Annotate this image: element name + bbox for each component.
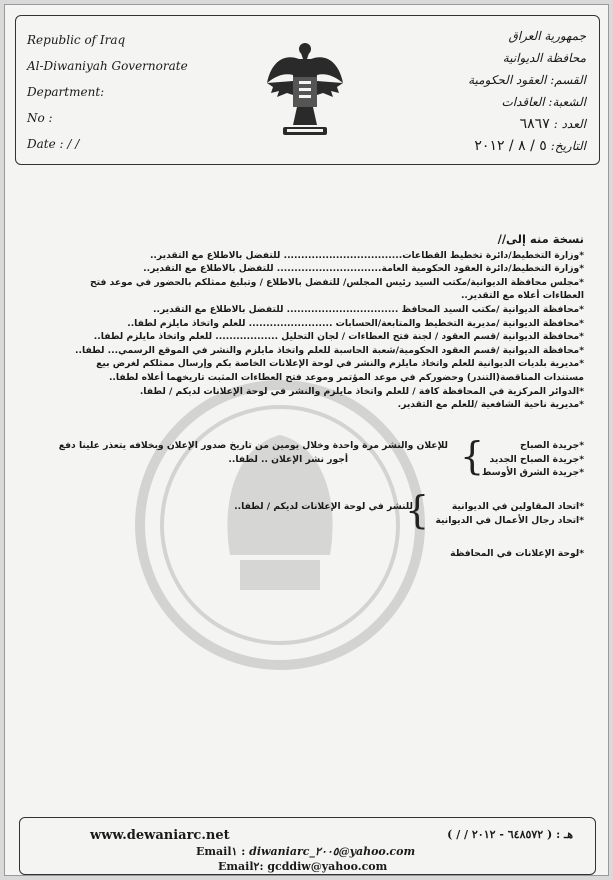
union-list xyxy=(435,500,584,527)
department-ar: القسم: العقود الحكومية xyxy=(468,73,586,87)
list-item: *مديرية بلديات الديوانية للعلم واتخاذ مايلزم والنشر في لوحة الإعلانات الخاصة بكم وإرسال ممثلكم لغرض بيع xyxy=(96,358,584,370)
document-page xyxy=(4,4,609,876)
letterhead-english xyxy=(27,27,188,157)
union-item: *اتحاد رجال الأعمال في الديوانية xyxy=(435,514,584,526)
section-ar: الشعبة: العاقدات xyxy=(501,95,586,109)
list-item: *محافظة الديوانية /قسم العقود الحكومية/شعبة الحاسبة للعلم واتخاذ مايلزم والنشر في الموقع الرسمي... لطفا.. xyxy=(75,344,584,356)
newspaper-note-line: للإعلان والنشر مرة واحدة وخلال يومين من تاريخ صدور الإعلان وبخلافه يتعذر علينا دفع xyxy=(58,440,448,451)
copy-to-heading: نسخة منه إلى// xyxy=(497,232,584,246)
newspaper-list xyxy=(482,439,584,480)
footer-frame xyxy=(19,817,596,875)
list-item: *وزارة التخطيط/دائرة تخطيط القطاعات.................................. للتفضل بالاطلاع مع التقدير.. xyxy=(149,249,584,261)
email-2: Email٢: gcddiw@yahoo.com xyxy=(218,860,388,873)
phone-number: هـ : ( ٦٤٨٥٧٢ - ٢٠١٢ / / ) xyxy=(447,828,573,841)
list-item: *محافظة الديوانية /مديرية التخطيط والمتابعة/الحسابات ........................ للعلم واتخاذ مايلزم لطفا.. xyxy=(127,317,584,329)
newspaper-item: *جريدة الشرق الأوسط xyxy=(481,467,584,479)
newspaper-note-line: أجور نشر الإعلان .. لطفا.. xyxy=(228,453,348,465)
newspaper-item: *جريدة الصباح xyxy=(520,440,584,451)
list-item: *مديرية ناحية الشافعية /للعلم مع التقدير. xyxy=(397,399,584,411)
newspaper-item: *جريدة الصباح الجديد xyxy=(489,453,584,465)
list-item: *وزارة التخطيط/دائرة العقود الحكومية العامة.............................. للتفضل بالاطلاع مع التقدير.. xyxy=(143,263,584,275)
list-item: مستندات المناقصة(التندر) وحضوركم في موعد المؤتمر وموعد فتح العطاءات المثبت تاريخهما أعلاه لطفا.. xyxy=(108,371,584,383)
union-item: *اتحاد المقاولين في الديوانية xyxy=(451,501,584,512)
governorate-ar: محافظة الديوانية xyxy=(502,51,586,65)
republic-ar: جمهورية العراق xyxy=(508,29,586,43)
republic-en: Republic of Iraq xyxy=(27,33,126,47)
list-item: *محافظة الديوانية /مكتب السيد المحافظ ................................ للتفضل بالاطلاع مع التقدير.. xyxy=(152,303,584,315)
email-1: Email١ : diwaniarc_٢٠٠٥@yahoo.com xyxy=(196,845,416,858)
brace-icon: { xyxy=(460,434,485,478)
date-value: ٥ / ٨ / ٢٠١٢ xyxy=(474,138,547,154)
newspaper-note xyxy=(59,439,448,466)
number-en: No : xyxy=(27,111,53,125)
number-ar: العدد :٦٨٦٧ xyxy=(519,116,586,132)
iraq-eagle-emblem-icon xyxy=(263,35,347,145)
governorate-en: Al-Diwaniyah Governorate xyxy=(27,59,188,73)
list-item: *مجلس محافظة الديوانية/مكتب السيد رئيس المجلس/ للتفضل بالاطلاع / وتبليغ ممثلكم بالحضور في موعد فتح xyxy=(90,276,584,288)
distribution-list xyxy=(14,233,584,412)
board-item: *لوحة الإعلانات في المحافظة xyxy=(450,548,584,559)
brace-icon: { xyxy=(405,488,430,532)
date-en: Date : / / xyxy=(27,137,80,151)
list-item: *محافظة الديوانية /قسم العقود / لجنة فتح العطاءات / لجان التحليل .................. للعلم واتخاذ مايلزم لطفا.. xyxy=(93,331,584,343)
list-item: العطاءات أعلاه مع التقدير.. xyxy=(460,290,584,302)
list-item: *الدوائر المركزية في المحافظة كافة / للعلم واتخاذ مايلزم والنشر في لوحة الإعلانات لديكم / لطفا. xyxy=(139,385,584,397)
email-1-link[interactable]: diwaniarc_٢٠٠٥@yahoo.com xyxy=(249,845,416,858)
website-link[interactable]: www.dewaniarc.net xyxy=(90,828,230,843)
letterhead-arabic xyxy=(468,25,586,157)
date-ar: التاريخ:٥ / ٨ / ٢٠١٢ xyxy=(474,138,586,154)
department-en: Department: xyxy=(27,85,105,99)
watermark-emblem-icon xyxy=(130,365,430,685)
union-note: للنشر في لوحة الإعلانات لديكم / لطفا.. xyxy=(234,501,413,512)
number-value: ٦٨٦٧ xyxy=(519,116,550,132)
email-2-link[interactable]: gcddiw@yahoo.com xyxy=(267,860,388,873)
